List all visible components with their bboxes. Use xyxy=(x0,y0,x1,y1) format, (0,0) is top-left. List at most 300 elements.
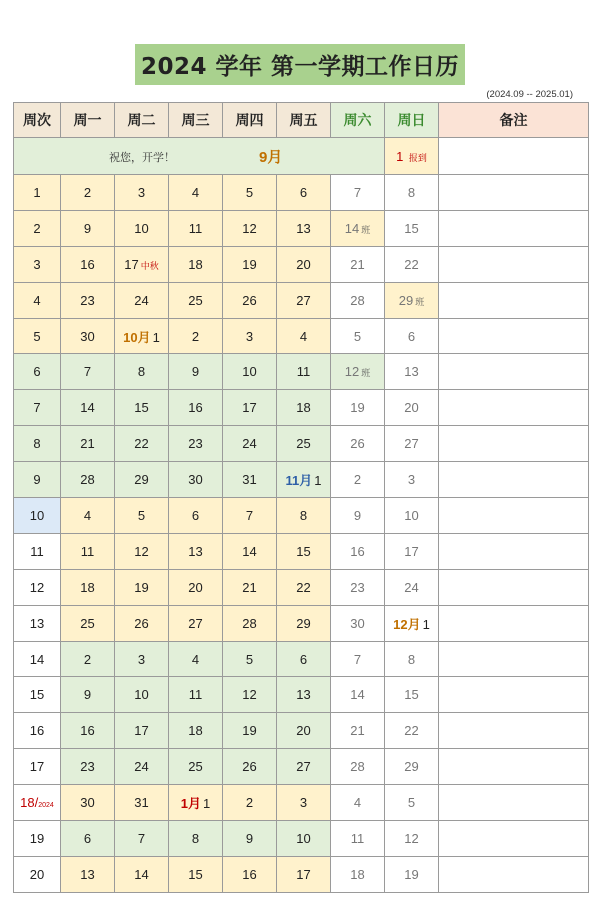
day-number: 5 xyxy=(245,184,254,200)
day-cell xyxy=(115,318,169,354)
day-number: 17 xyxy=(134,723,149,739)
weekend-day-cell xyxy=(331,749,385,785)
day-number: 18 xyxy=(188,723,203,739)
day-number: 9 xyxy=(353,507,362,523)
registration-day xyxy=(385,138,439,175)
day-cell xyxy=(169,569,223,605)
remarks-cell[interactable] xyxy=(439,175,589,211)
day-cell xyxy=(277,175,331,211)
weekend-day-cell xyxy=(331,677,385,713)
day-number: 3 xyxy=(137,651,146,667)
weekend-day-cell xyxy=(385,246,439,282)
day-number: 15 xyxy=(188,866,203,882)
day-number: 4 xyxy=(191,651,200,667)
day-cell xyxy=(115,210,169,246)
day-number: 24 xyxy=(134,292,149,308)
weekend-day-cell xyxy=(385,677,439,713)
day-cell xyxy=(277,785,331,821)
remarks-cell[interactable] xyxy=(439,390,589,426)
day-cell xyxy=(115,462,169,498)
day-cell xyxy=(61,354,115,390)
week-number: 10 xyxy=(14,498,61,534)
day-number: 20 xyxy=(404,400,419,416)
weekend-day-cell xyxy=(385,856,439,892)
day-number: 22 xyxy=(404,256,419,272)
day-cell xyxy=(277,426,331,462)
day-number: 18 xyxy=(296,400,311,416)
day-cell xyxy=(169,533,223,569)
week-row xyxy=(14,246,589,282)
header-remarks: 备注 xyxy=(439,103,589,138)
day-cell xyxy=(61,282,115,318)
day-number: 25 xyxy=(188,759,203,775)
day-number: 22 xyxy=(296,579,311,595)
day-number: 15 xyxy=(134,400,149,416)
day-cell xyxy=(277,677,331,713)
week-number: 11 xyxy=(14,533,61,569)
day-number: 16 xyxy=(242,866,257,882)
calendar-table xyxy=(13,102,589,893)
day-cell xyxy=(169,354,223,390)
day-cell xyxy=(61,605,115,641)
day-number: 12 xyxy=(242,220,257,236)
weekend-day-cell xyxy=(331,426,385,462)
page-title: 2024 学年 第一学期工作日历 xyxy=(135,44,465,85)
day-number: 28 xyxy=(242,615,257,631)
week-row xyxy=(14,749,589,785)
day-number: 12 xyxy=(134,543,149,559)
day-cell xyxy=(169,821,223,857)
day-number: 14 xyxy=(344,220,360,236)
day-number: 7 xyxy=(137,830,146,846)
week-row xyxy=(14,426,589,462)
day-cell xyxy=(115,175,169,211)
week-row xyxy=(14,856,589,892)
day-number: 25 xyxy=(188,292,203,308)
remarks-cell[interactable] xyxy=(439,856,589,892)
month-label: 12月 xyxy=(393,616,421,632)
remarks-cell[interactable] xyxy=(439,282,589,318)
day-cell xyxy=(223,569,277,605)
day-cell xyxy=(61,677,115,713)
day-cell xyxy=(115,498,169,534)
day-number: 17 xyxy=(296,866,311,882)
week-number: 6 xyxy=(14,354,61,390)
week-row xyxy=(14,462,589,498)
weekend-day-cell xyxy=(385,426,439,462)
day-number: 6 xyxy=(191,507,200,523)
header-sat: 周六 xyxy=(331,103,385,138)
week-18-year: 2024 xyxy=(38,802,54,810)
week-row xyxy=(14,533,589,569)
day-number: 17 xyxy=(404,543,419,559)
week-number: 17 xyxy=(14,749,61,785)
remarks-cell[interactable] xyxy=(439,354,589,390)
day-cell xyxy=(223,390,277,426)
day-number: 7 xyxy=(353,651,362,667)
day-number: 26 xyxy=(134,615,149,631)
registration-day-number: 1 xyxy=(396,148,404,164)
day-cell xyxy=(223,605,277,641)
day-number: 23 xyxy=(80,759,95,775)
day-number: 8 xyxy=(137,364,146,380)
week-number xyxy=(14,785,61,821)
day-cell xyxy=(223,318,277,354)
day-cell xyxy=(223,713,277,749)
remarks-cell[interactable] xyxy=(439,462,589,498)
week-number: 12 xyxy=(14,569,61,605)
day-number: 9 xyxy=(83,687,92,703)
day-cell xyxy=(277,641,331,677)
weekend-day-cell xyxy=(331,354,385,390)
remarks-cell[interactable] xyxy=(439,641,589,677)
remarks-cell[interactable] xyxy=(439,569,589,605)
remarks-cell[interactable] xyxy=(439,785,589,821)
day-number: 7 xyxy=(83,364,92,380)
weekend-day-cell xyxy=(385,498,439,534)
day-number: 3 xyxy=(245,328,254,344)
day-number: 30 xyxy=(80,328,95,344)
day-cell xyxy=(223,856,277,892)
day-number: 13 xyxy=(188,543,203,559)
weekend-day-cell xyxy=(331,713,385,749)
day-cell xyxy=(61,533,115,569)
day-number: 2 xyxy=(83,184,92,200)
header-thu: 周四 xyxy=(223,103,277,138)
month-start-day: 1 xyxy=(422,616,430,632)
day-number: 8 xyxy=(191,830,200,846)
day-cell xyxy=(61,175,115,211)
day-number: 10 xyxy=(296,830,311,846)
remarks-cell[interactable] xyxy=(439,318,589,354)
weekend-day-cell xyxy=(331,175,385,211)
remarks-cell[interactable] xyxy=(439,498,589,534)
day-cell xyxy=(223,498,277,534)
day-cell xyxy=(169,605,223,641)
week-row xyxy=(14,354,589,390)
weekend-day-cell xyxy=(385,390,439,426)
day-number: 4 xyxy=(83,507,92,523)
day-number: 19 xyxy=(242,723,257,739)
day-number: 6 xyxy=(299,184,308,200)
day-cell xyxy=(169,785,223,821)
month-start-day: 1 xyxy=(152,329,160,345)
day-number: 4 xyxy=(299,328,308,344)
week-number: 20 xyxy=(14,856,61,892)
weekend-day-cell xyxy=(385,641,439,677)
weekend-day-cell xyxy=(331,856,385,892)
day-number: 9 xyxy=(83,220,92,236)
week-number: 3 xyxy=(14,246,61,282)
day-cell xyxy=(223,175,277,211)
day-number: 5 xyxy=(407,795,416,811)
day-cell xyxy=(169,175,223,211)
day-number: 12 xyxy=(242,687,257,703)
date-range: (2024.09 -- 2025.01) xyxy=(486,89,573,100)
day-number: 21 xyxy=(350,256,365,272)
day-cell xyxy=(223,426,277,462)
weekend-day-cell xyxy=(331,821,385,857)
day-number: 16 xyxy=(350,543,365,559)
day-cell xyxy=(61,713,115,749)
week-number: 9 xyxy=(14,462,61,498)
day-cell xyxy=(115,605,169,641)
month-start-day: 1 xyxy=(314,473,322,489)
week-number: 5 xyxy=(14,318,61,354)
day-number: 4 xyxy=(353,795,362,811)
day-cell xyxy=(277,390,331,426)
header-mon: 周一 xyxy=(61,103,115,138)
day-number: 10 xyxy=(134,687,149,703)
week-18-label: 18/ xyxy=(20,795,39,811)
day-cell xyxy=(169,713,223,749)
day-number: 20 xyxy=(296,256,311,272)
remarks-cell[interactable] xyxy=(439,605,589,641)
day-cell xyxy=(169,318,223,354)
week-number: 1 xyxy=(14,175,61,211)
day-cell xyxy=(277,318,331,354)
remarks-cell[interactable] xyxy=(439,426,589,462)
banner-month: 9月 xyxy=(259,149,283,166)
day-number: 5 xyxy=(137,507,146,523)
week-number: 19 xyxy=(14,821,61,857)
day-number: 17 xyxy=(124,256,139,272)
day-cell xyxy=(115,426,169,462)
day-number: 2 xyxy=(353,472,362,488)
day-number: 24 xyxy=(134,759,149,775)
day-number: 21 xyxy=(350,723,365,739)
day-number: 2 xyxy=(83,651,92,667)
day-number: 26 xyxy=(350,436,365,452)
day-number: 24 xyxy=(242,436,257,452)
day-number: 16 xyxy=(80,723,95,739)
weekend-day-cell xyxy=(331,318,385,354)
day-cell xyxy=(277,749,331,785)
weekend-day-cell xyxy=(385,569,439,605)
day-cell xyxy=(115,641,169,677)
header-row xyxy=(14,103,589,138)
day-number: 5 xyxy=(245,651,254,667)
day-cell xyxy=(61,785,115,821)
title-container xyxy=(0,44,600,85)
day-number: 13 xyxy=(296,220,311,236)
day-cell xyxy=(169,426,223,462)
day-number: 13 xyxy=(80,866,95,882)
remarks-cell[interactable] xyxy=(439,749,589,785)
week-row xyxy=(14,390,589,426)
day-number: 30 xyxy=(350,615,365,631)
day-number: 26 xyxy=(242,292,257,308)
week-number: 14 xyxy=(14,641,61,677)
day-number: 9 xyxy=(245,830,254,846)
day-cell xyxy=(223,641,277,677)
day-number: 16 xyxy=(80,256,95,272)
day-cell xyxy=(223,749,277,785)
day-number: 29 xyxy=(398,292,414,308)
day-cell xyxy=(277,282,331,318)
weekend-day-cell xyxy=(331,785,385,821)
day-number: 28 xyxy=(80,472,95,488)
day-number: 25 xyxy=(296,436,311,452)
day-number: 13 xyxy=(296,687,311,703)
day-number: 21 xyxy=(242,579,257,595)
day-number: 27 xyxy=(296,759,311,775)
day-number: 28 xyxy=(350,292,365,308)
day-number: 22 xyxy=(404,723,419,739)
day-cell xyxy=(277,821,331,857)
week-row xyxy=(14,569,589,605)
greeting-text: 祝您，开学！ xyxy=(109,152,175,164)
day-number: 6 xyxy=(299,651,308,667)
day-number: 3 xyxy=(137,184,146,200)
remarks-cell[interactable] xyxy=(439,677,589,713)
day-number: 8 xyxy=(299,507,308,523)
day-cell xyxy=(277,533,331,569)
day-number: 11 xyxy=(296,364,311,380)
day-cell xyxy=(115,677,169,713)
day-number: 14 xyxy=(134,866,149,882)
weekend-day-cell xyxy=(385,821,439,857)
weekend-day-cell xyxy=(385,354,439,390)
september-banner-row xyxy=(14,138,589,175)
day-number: 11 xyxy=(188,687,203,703)
day-cell xyxy=(169,749,223,785)
day-number: 11 xyxy=(350,830,365,846)
remarks-cell[interactable] xyxy=(439,210,589,246)
day-number: 16 xyxy=(188,400,203,416)
day-cell xyxy=(169,246,223,282)
day-number: 20 xyxy=(188,579,203,595)
weekend-day-cell xyxy=(385,605,439,641)
week-number: 8 xyxy=(14,426,61,462)
week-number: 15 xyxy=(14,677,61,713)
remarks-cell[interactable] xyxy=(439,246,589,282)
day-cell xyxy=(115,246,169,282)
day-number: 5 xyxy=(353,328,362,344)
day-cell xyxy=(61,569,115,605)
week-row xyxy=(14,821,589,857)
day-cell xyxy=(61,749,115,785)
day-cell xyxy=(115,390,169,426)
day-number: 21 xyxy=(80,436,95,452)
day-cell xyxy=(277,462,331,498)
month-label: 11月 xyxy=(285,473,313,489)
day-cell xyxy=(277,498,331,534)
day-number: 23 xyxy=(188,436,203,452)
remarks-cell[interactable] xyxy=(439,138,589,175)
header-week: 周次 xyxy=(14,103,61,138)
day-number: 2 xyxy=(191,328,200,344)
day-cell xyxy=(169,210,223,246)
day-number: 30 xyxy=(188,472,203,488)
day-cell xyxy=(223,821,277,857)
day-number: 20 xyxy=(296,723,311,739)
week-row xyxy=(14,318,589,354)
day-number: 14 xyxy=(242,543,257,559)
remarks-cell[interactable] xyxy=(439,821,589,857)
day-number: 27 xyxy=(188,615,203,631)
day-number: 23 xyxy=(350,579,365,595)
week-row xyxy=(14,677,589,713)
weekend-day-cell xyxy=(385,785,439,821)
day-number: 26 xyxy=(242,759,257,775)
day-number: 2 xyxy=(245,795,254,811)
week-number: 4 xyxy=(14,282,61,318)
makeup-workday-tag: 班 xyxy=(415,296,425,307)
day-number: 6 xyxy=(83,830,92,846)
header-wed: 周三 xyxy=(169,103,223,138)
day-cell xyxy=(277,569,331,605)
day-number: 12 xyxy=(344,364,360,380)
day-number: 19 xyxy=(242,256,257,272)
day-cell xyxy=(277,210,331,246)
day-cell xyxy=(223,354,277,390)
day-cell xyxy=(61,390,115,426)
week-number: 2 xyxy=(14,210,61,246)
remarks-cell[interactable] xyxy=(439,533,589,569)
day-number: 15 xyxy=(296,543,311,559)
day-number: 15 xyxy=(404,220,419,236)
day-number: 29 xyxy=(296,615,311,631)
week-row xyxy=(14,785,589,821)
day-number: 6 xyxy=(407,328,416,344)
weekend-day-cell xyxy=(385,749,439,785)
day-number: 17 xyxy=(242,400,257,416)
day-number: 27 xyxy=(296,292,311,308)
day-cell xyxy=(277,713,331,749)
day-cell xyxy=(277,354,331,390)
header-sun: 周日 xyxy=(385,103,439,138)
week-row xyxy=(14,713,589,749)
day-cell xyxy=(169,390,223,426)
day-number: 28 xyxy=(350,759,365,775)
remarks-cell[interactable] xyxy=(439,713,589,749)
day-cell xyxy=(61,246,115,282)
day-cell xyxy=(169,641,223,677)
day-cell xyxy=(61,462,115,498)
week-row xyxy=(14,175,589,211)
day-cell xyxy=(277,246,331,282)
week-number: 7 xyxy=(14,390,61,426)
week-number: 13 xyxy=(14,605,61,641)
weekend-day-cell xyxy=(385,210,439,246)
day-number: 23 xyxy=(80,292,95,308)
day-cell xyxy=(115,749,169,785)
weekend-day-cell xyxy=(331,533,385,569)
weekend-day-cell xyxy=(385,713,439,749)
weekend-day-cell xyxy=(331,462,385,498)
weekend-day-cell xyxy=(331,605,385,641)
day-cell xyxy=(115,569,169,605)
day-cell xyxy=(223,210,277,246)
makeup-workday-tag: 班 xyxy=(361,368,371,379)
day-cell xyxy=(61,821,115,857)
weekend-day-cell xyxy=(331,641,385,677)
weekend-day-cell xyxy=(331,569,385,605)
day-number: 8 xyxy=(407,184,416,200)
weekend-day-cell xyxy=(385,533,439,569)
day-number: 4 xyxy=(191,184,200,200)
day-number: 15 xyxy=(404,687,419,703)
day-cell xyxy=(115,282,169,318)
day-number: 24 xyxy=(404,579,419,595)
day-number: 31 xyxy=(134,795,149,811)
weekend-day-cell xyxy=(385,462,439,498)
week-row xyxy=(14,641,589,677)
day-number: 22 xyxy=(134,436,149,452)
day-cell xyxy=(277,605,331,641)
day-cell xyxy=(115,713,169,749)
